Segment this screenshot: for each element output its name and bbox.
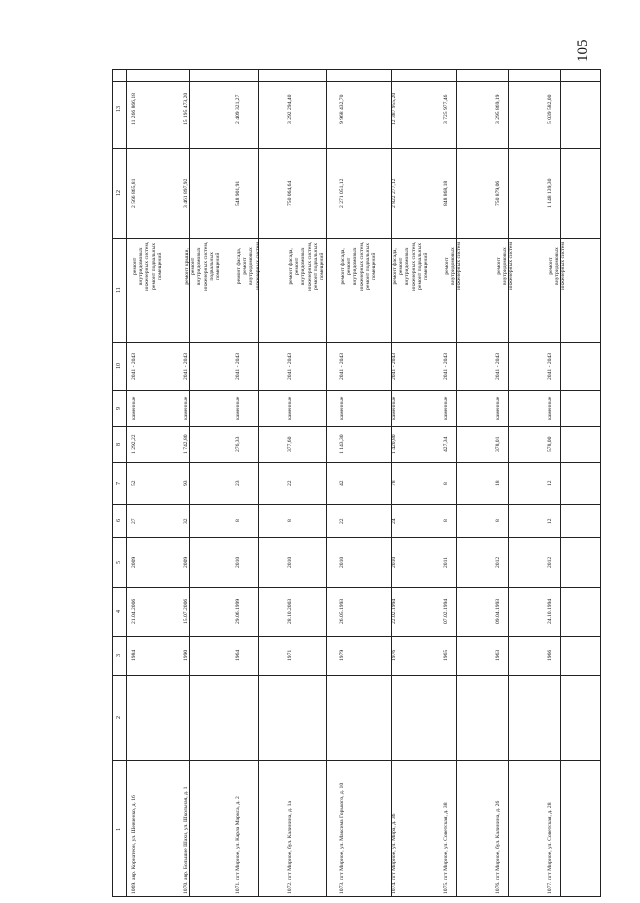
row-year: 2010 <box>287 556 293 568</box>
row-works: ремонт внутридомовых инженерных систем, ремонт подвальных помещений <box>132 241 163 291</box>
row-address: 1071. пгт Мирное, ул. Карла Маркса, д. 2 <box>235 796 241 894</box>
row-total: 15 195 473,20 <box>183 92 189 125</box>
column-separator <box>113 342 600 343</box>
row-wall-material: каменные <box>287 396 293 420</box>
row-year: 2010 <box>339 556 345 568</box>
row-year-built: 1976 <box>391 649 397 661</box>
row-total: 2 409 321,27 <box>235 94 241 124</box>
row-period: 2041 - 2043 <box>495 352 501 380</box>
row-period: 2041 - 2043 <box>391 352 397 380</box>
row-area: 1 420,80 <box>391 434 397 454</box>
row-works: ремонт фасада, ремонт внутридомовых инженерных систем, ремонт подвальных помещений <box>288 241 326 291</box>
row-total: 3 292 294,40 <box>287 94 293 124</box>
row-apartments: 78 <box>391 480 397 486</box>
row-date: 24.10.1994 <box>547 598 553 624</box>
row-separator <box>126 70 127 896</box>
row-separator <box>326 70 327 896</box>
row-floors: 8 <box>495 519 501 522</box>
column-separator <box>113 675 600 676</box>
row-address: 1076. пгт Мирное, бул. Калинина, д. 26 <box>495 800 501 894</box>
column-separator <box>113 238 600 239</box>
row-works: ремонт фасада, ремонт внутридомовых инженерных систем <box>236 242 261 290</box>
row-year-built: 1964 <box>235 649 241 661</box>
row-area: 1 292,22 <box>131 434 137 454</box>
row-floors: 8 <box>235 519 241 522</box>
row-wall-material: каменные <box>131 396 137 420</box>
row-total: 3 295 869,19 <box>495 94 501 124</box>
row-apartments: 93 <box>183 480 189 486</box>
row-wall-material: каменные <box>391 396 397 420</box>
row-date: 29.06.1999 <box>235 598 241 624</box>
row-date: 28.10.2003 <box>287 598 293 624</box>
row-separator <box>456 70 457 896</box>
column-header-8: 8 <box>116 442 122 446</box>
row-area: 378,01 <box>495 436 501 452</box>
row-total: 5 039 582,00 <box>547 94 553 124</box>
row-floors: 12 <box>547 517 553 524</box>
row-total: 9 968 432,70 <box>339 94 345 124</box>
row-wall-material: каменные <box>235 396 241 420</box>
row-works: ремонт внутридомовых инженерных систем <box>496 242 515 290</box>
row-apartments: 8 <box>443 481 449 485</box>
row-floors: 22 <box>339 517 345 524</box>
row-separator <box>560 70 561 896</box>
row-floors: 24 <box>391 517 397 524</box>
row-area: 1 742,80 <box>183 434 189 454</box>
row-apartments: 12 <box>547 480 553 486</box>
row-year-built: 1984 <box>131 649 137 661</box>
row-works: ремонт крыши, ремонт внутридомовых инженерных систем, подвальных помещений <box>184 241 222 291</box>
row-address: 1072. пгт Мирное, бул. Калинина, д. 1а <box>287 801 293 894</box>
page-number: 105 <box>575 39 591 62</box>
row-wall-material: каменные <box>495 396 501 420</box>
column-separator <box>113 760 600 761</box>
row-date: 26.05.1993 <box>339 598 345 624</box>
row-floors: 27 <box>131 517 137 524</box>
column-header-10: 10 <box>116 363 122 369</box>
row-separator <box>508 70 509 896</box>
row-period: 2041 - 2043 <box>131 352 137 380</box>
column-header-4: 4 <box>116 610 122 613</box>
row-area: 427,34 <box>443 436 449 452</box>
row-cost: 3 461 897,92 <box>183 178 189 208</box>
column-separator <box>113 537 600 538</box>
row-cost: 848 868,18 <box>443 180 449 206</box>
row-apartments: 23 <box>235 480 241 486</box>
row-year: 2012 <box>547 556 553 568</box>
row-year-built: 1966 <box>547 649 553 661</box>
column-separator <box>113 636 600 637</box>
row-year-built: 1963 <box>495 649 501 661</box>
rotated-data-table <box>112 69 601 897</box>
column-header-9: 9 <box>116 406 122 410</box>
row-floors: 8 <box>287 519 293 522</box>
row-period: 2041 - 2043 <box>183 352 189 380</box>
row-floors: 32 <box>183 517 189 524</box>
row-address: 1073. пгт Мирное, ул. Максима Горького, д. 10 <box>339 782 345 894</box>
row-year: 2011 <box>443 556 449 568</box>
row-wall-material: каменные <box>339 396 345 420</box>
row-area: 1 143,30 <box>339 434 345 454</box>
row-cost: 2 822 277,12 <box>391 178 397 208</box>
row-period: 2041 - 2043 <box>547 352 553 380</box>
column-header-5: 5 <box>116 560 122 564</box>
row-year: 2009 <box>131 556 137 568</box>
row-apartments: 22 <box>287 480 293 486</box>
row-date: 22.02.1994 <box>391 598 397 624</box>
row-wall-material: каменные <box>183 396 189 420</box>
row-year-built: 1979 <box>339 649 345 661</box>
row-apartments: 18 <box>495 480 501 486</box>
row-works: ремонт фасада, ремонт внутридомовых инженерных систем, ремонт подвальных помещений <box>392 241 430 291</box>
row-cost: 1 148 139,30 <box>547 178 553 208</box>
row-area: 377,60 <box>287 436 293 452</box>
row-year: 2009 <box>183 556 189 568</box>
row-year: 2010 <box>235 556 241 568</box>
column-header-2: 2 <box>116 716 122 719</box>
row-cost: 750 064,64 <box>287 180 293 206</box>
row-apartments: 42 <box>339 480 345 486</box>
row-address: 1070. авр. Большие Шахи, ул. Школьная, д. 1 <box>183 786 189 894</box>
column-separator <box>113 148 600 149</box>
row-wall-material: каменные <box>443 396 449 420</box>
row-cost: 548 901,91 <box>235 180 241 206</box>
row-cost: 2 566 865,81 <box>131 178 137 208</box>
row-separator <box>258 70 259 896</box>
column-separator <box>113 390 600 391</box>
row-works: ремонт фасада, ремонт внутридомовых инженерных систем, ремонт подвальных помещений <box>340 241 378 291</box>
column-header-1: 1 <box>116 827 122 831</box>
row-cost: 2 271 051,12 <box>339 178 345 208</box>
row-year-built: 1971 <box>287 649 293 661</box>
row-date: 09.04.1993 <box>495 598 501 624</box>
row-date: 15.07.2006 <box>183 598 189 624</box>
row-period: 2041 - 2043 <box>443 352 449 380</box>
row-year: 2012 <box>495 556 501 568</box>
row-year-built: 1965 <box>443 649 449 661</box>
row-wall-material: каменные <box>547 396 553 420</box>
row-works: ремонт внутридомовых инженерных систем <box>548 242 567 290</box>
row-date: 07.02.1994 <box>443 598 449 624</box>
row-total: 11 266 866,18 <box>131 93 137 125</box>
row-year-built: 1990 <box>183 649 189 661</box>
row-period: 2041 - 2043 <box>287 352 293 380</box>
row-date: 21.04.2006 <box>131 598 137 624</box>
column-header-3: 3 <box>116 654 122 657</box>
row-address: 1077. пгт Мирное, ул. Советская, д. 28 <box>547 802 553 894</box>
column-header-13: 13 <box>116 106 122 112</box>
row-address: 1074. пгт Мирное, ул. Мира, д. 36 <box>391 813 397 894</box>
column-header-7: 7 <box>116 481 122 485</box>
row-total: 3 725 977,46 <box>443 94 449 124</box>
row-address: 1069. авр. Корнатеон, ул. Шевченко, д. 16 <box>131 795 137 894</box>
column-header-11: 11 <box>116 287 122 293</box>
header-separator <box>113 81 600 82</box>
column-separator <box>113 426 600 427</box>
row-period: 2041 - 2043 <box>235 352 241 380</box>
row-area: 578,00 <box>547 436 553 452</box>
column-header-12: 12 <box>116 190 122 196</box>
column-separator <box>113 462 600 463</box>
row-area: 276,33 <box>235 436 241 452</box>
row-apartments: 52 <box>131 480 137 486</box>
column-header-6: 6 <box>116 519 122 522</box>
row-floors: 8 <box>443 519 449 522</box>
row-total: 12 387 955,20 <box>391 92 397 125</box>
row-period: 2041 - 2043 <box>339 352 345 380</box>
column-separator <box>113 504 600 505</box>
row-address: 1075. пгт Мирное, ул. Советская, д. 38 <box>443 802 449 894</box>
column-separator <box>113 587 600 588</box>
row-works: ремонт внутридомовых инженерных систем <box>444 242 463 290</box>
row-year: 2010 <box>391 556 397 568</box>
row-cost: 750 879,06 <box>495 180 501 206</box>
